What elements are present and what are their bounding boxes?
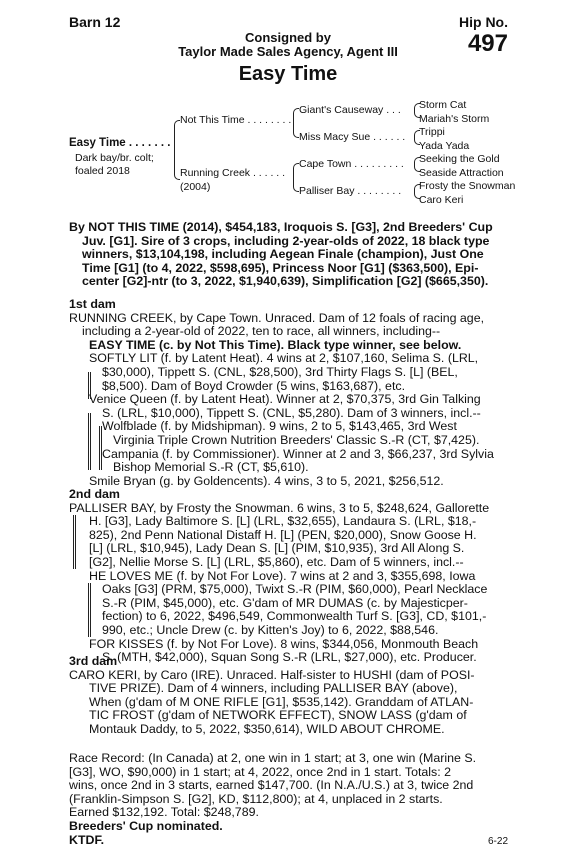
breeders-cup-note: Breeders' Cup nominated. [69,818,223,833]
first-dam-line: SOFTLY LIT (f. by Latent Heat). 4 wins at 2, $107,160, Selima S. (LRL, [89,351,479,366]
first-dam-line: RUNNING CREEK, by Cape Town. Unraced. Dam of 12 foals of racing age, [69,310,485,325]
hip-label: Hip No. [459,14,508,30]
first-dam-heading: 1st dam [69,297,116,311]
pedigree-subject-desc: Dark bay/br. colt; [75,152,154,164]
page-code: 6-22 [487,836,508,847]
first-dam-line: EASY TIME (c. by Not This Time). Black type winner, see below. [89,337,462,352]
ktdf-note: KTDF. [69,832,105,847]
sire-line: Juv. [G1]. Sire of 3 crops, including 2-year-olds of 2022, 18 black type [82,233,490,248]
pedigree-dds: Frosty the Snowman [419,180,516,192]
third-dam-line: CARO KERI, by Caro (IRE). Unraced. Half-sister to HUSHI (dam of POSI- [69,667,475,682]
second-dam-line: HE LOVES ME (f. by Not For Love). 7 wins at 2 and 3, $355,698, Iowa [89,568,476,583]
pedigree-sss: Storm Cat [419,99,467,111]
descendant-bar [88,372,91,399]
sire-line: winners, $13,104,198, including Aegean Finale (champion), Just One [82,247,484,262]
first-dam-line: Wolfblade (f. by Midshipman). 9 wins, 2 to 5, $143,465, 3rd West [102,419,457,434]
first-dam-line: Campania (f. by Commissioner). Winner at 2 and 3, $66,237, 3rd Sylvia [102,446,494,461]
second-dam-line: FOR KISSES (f. by Not For Love). 8 wins, $344,056, Monmouth Beach [89,636,479,651]
second-dam-line: H. [G3], Lady Baltimore S. [L] (LRL, $32,655), Landaura S. (LRL, $18,- [89,514,477,529]
pedigree-sire-sire: Giant's Causeway . . . [299,104,401,116]
consignor-agent: Taylor Made Sales Agency, Agent III [178,44,398,59]
pedigree-dsd: Seaside Attraction [419,167,504,179]
race-record-line: wins, once 2nd in 3 starts, earned $147,700. (In N.A./U.S.) at 3, twice 2nd [69,778,474,793]
consigned-by: Consigned by [245,30,331,45]
second-dam-line: [G2], Nellie Morse S. [L] (LRL, $5,860), etc. Dam of 5 winners, incl.-- [89,554,464,569]
third-dam-line: TIVE PRIZE). Dam of 4 winners, including PALLISER BAY (above), [89,681,458,696]
pedigree-dam-year: (2004) [180,181,211,193]
third-dam-section [69,655,509,737]
horse-name: Easy Time [238,63,338,85]
pedigree-dam-sire: Cape Town . . . . . . . . . [299,158,404,170]
descendant-bar [99,426,102,470]
third-dam-line: TIC FROST (g'dam of NETWORK EFFECT), SNOW LASS (g'dam of [89,708,467,723]
race-record-line: [G3], WO, $90,000) in 1 start; at 4, 2022, once 2nd in 1 start. Totals: 2 [69,764,452,779]
second-dam-line: fection) to 6, 2022, $496,549, Commonwealth Turf S. [G3], CD, $101,- [102,609,487,624]
pedigree-subject: Easy Time . . . . . . . [69,137,171,149]
second-dam-line: Oaks [G3] (PRM, $75,000), Twixt S.-R (PIM, $60,000), Pearl Necklace [102,582,488,597]
first-dam-line: Smile Bryan (g. by Goldencents). 4 wins, 3 to 5, 2021, $256,512. [89,473,444,488]
sire-line: By NOT THIS TIME (2014), $454,183, Iroquois S. [G3], 2nd Breeders' Cup [69,220,493,234]
pedigree-dam: Running Creek . . . . . . [180,167,286,179]
descendant-bar [88,583,91,637]
second-dam-heading: 2nd dam [69,487,120,501]
third-dam-heading: 3rd dam [69,654,118,668]
first-dam-line: Bishop Memorial S.-R (CT, $5,610). [113,460,309,475]
second-dam-line: [L] (LRL, $10,945), Lady Dean S. [L] (PIM, $10,935), 3rd All Along S. [89,541,465,556]
descendant-bar [73,515,76,569]
race-record-line: Earned $132,192. Total: $248,789. [69,805,259,820]
first-dam-line: Venice Queen (f. by Latent Heat). Winner at 2, $70,375, 3rd Gin Talking [89,392,481,407]
sire-paragraph [69,221,509,289]
race-record-section [69,752,509,847]
hip-number: 497 [467,30,508,57]
second-dam-section [69,488,509,665]
first-dam-line: Virginia Triple Crown Nutrition Breeders' Classic S.-R (CT, $7,425). [113,432,480,447]
first-dam-section [69,298,509,488]
first-dam-line: $8,500). Dam of Boyd Crowder (5 wins, $163,687), etc. [102,378,406,393]
pedigree-sire: Not This Time . . . . . . . . [180,114,292,126]
pedigree-dam-dam: Palliser Bay . . . . . . . . [299,185,402,197]
barn-label: Barn 12 [69,14,121,30]
first-dam-line: $30,000), Tippett S. (CNL, $28,500), 3rd Thirty Flags S. [L] (BEL, [102,364,458,379]
pedigree-sdd: Yada Yada [419,140,470,152]
sire-line: center [G2]-ntr (to 3, 2022, $1,940,639), Simplification [G2] ($665,350). [82,274,489,289]
descendant-bar [88,413,91,470]
pedigree-dss: Seeking the Gold [419,153,500,165]
pedigree-sire-dam: Miss Macy Sue . . . . . . [299,131,406,143]
pedigree-ssd: Mariah's Storm [419,113,490,125]
third-dam-line: Montauk Daddy, to 5, 2022, $350,614), WILD ABOUT CHROME. [89,721,445,736]
first-dam-line: including a 2-year-old of 2022, ten to race, all winners, including-- [82,324,441,339]
first-dam-line: S. (LRL, $10,000), Tippett S. (CNL, $5,280). Dam of 3 winners, incl.-- [102,405,481,420]
pedigree-sds: Trippi [419,126,445,138]
second-dam-line: S. (MTH, $42,000), Squan Song S.-R (LRL, $27,000), etc. Producer. [102,650,477,665]
second-dam-line: PALLISER BAY, by Frosty the Snowman. 6 wins, 3 to 5, $248,624, Gallorette [69,500,490,515]
race-record-line: (Franklin-Simpson S. [G2], KD, $112,800); at 4, unplaced in 2 starts. [69,791,443,806]
second-dam-line: S.-R (PIM, $45,000), etc. G'dam of MR DUMAS (c. by Majesticper- [102,595,468,610]
second-dam-line: 825), 2nd Penn National Distaff H. [L] (PEN, $20,000), Snow Goose H. [89,527,477,542]
second-dam-line: 990, etc.; Uncle Drew (c. by Kitten's Joy) to 6, 2022, $88,546. [102,622,439,637]
sire-line: Time [G1] (to 4, 2022, $598,695), Princess Noor [G1] ($363,500), Epi- [82,260,479,275]
race-record-line: Race Record: (In Canada) at 2, one win in 1 start; at 3, one win (Marine S. [69,751,477,765]
third-dam-line: When (g'dam of M ONE RIFLE [G1], $535,142). Granddam of ATLAN- [89,694,474,709]
pedigree-ddd: Caro Keri [419,194,464,206]
pedigree-subject-foaled: foaled 2018 [75,165,130,177]
